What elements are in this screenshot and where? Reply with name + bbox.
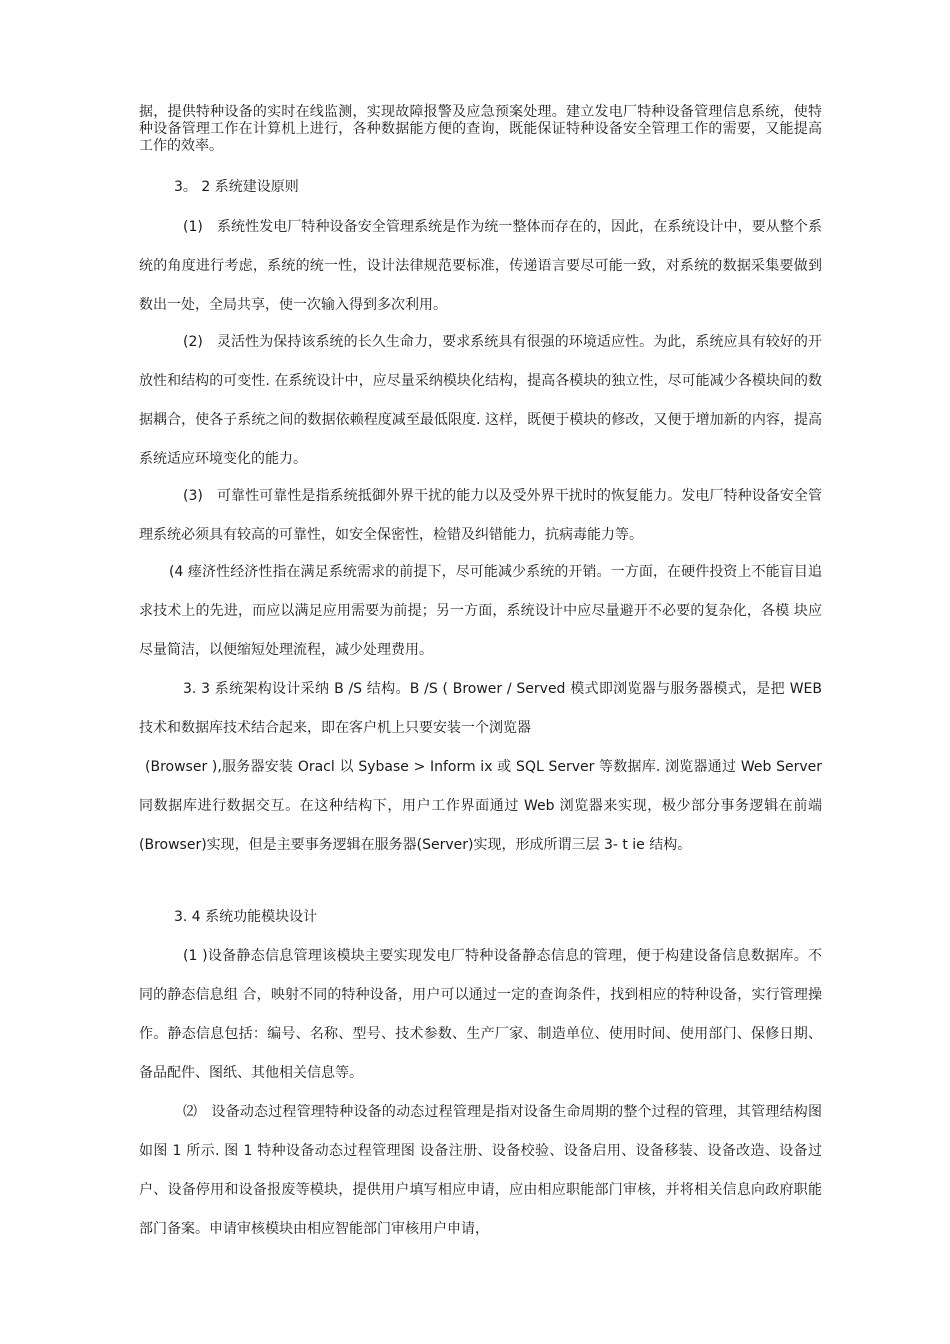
heading-3-2: 3。 2 系统建设原则 — [174, 179, 299, 195]
paragraph-module-2: ⑵ 设备动态过程管理特种设备的动态过程管理是指对设备生命周期的整个过程的管理，其管理结构图如图 1 所示. 图 1 特种设备动态过程管理图 设备注册、设备校验、设备启用、设备移装、设备改造、设备过户、设备停用和设备报废等模块，提供用户填写相应申请，应由相应职能部门审核，并将相关信息向政府职能部门备案。申请审核模块由相应智能部门审核用户申请， — [139, 1104, 822, 1237]
paragraph-3-3-b: (Browser ),服务器安装 Oracl 以 Sybase > Inform ix 或 SQL Server 等数据库. 浏览器通过 Web Server 同数据库进行数据交互。在这种结构下，用户工作界面通过 Web 浏览器来实现，极少部分事务逻辑在前端(Browser)实现，但是主要事务逻辑在服务器(Server)实现，形成所谓三层 3- t ie 结构。 — [139, 759, 822, 853]
heading-3-4: 3. 4 系统功能模块设计 — [174, 909, 318, 925]
paragraph-principle-1: (1) 系统性发电厂特种设备安全管理系统是作为统一整体而存在的，因此，在系统设计中，要从整个系统的角度进行考虑，系统的统一性，设计法律规范要标准，传递语言要尽可能一致，对系统的数据采集要做到数出一处，全局共享，使一次输入得到多次利用。 — [139, 219, 822, 313]
paragraph-module-1: (1 )设备静态信息管理该模块主要实现发电厂特种设备静态信息的管理，便于构建设备信息数据库。不同的静态信息组 合，映射不同的特种设备，用户可以通过一定的查询条件，找到相应的特种设备，实行管理操作。静态信息包括：编号、名称、型号、技术参数、生产厂家、制造单位、使用时间、使用部门、保修日期、备品配件、图纸、其他相关信息等。 — [139, 948, 822, 1081]
paragraph-3-3-a: 3. 3 系统架构设计采纳 B /S 结构。B /S ( Brower / Served 模式即浏览器与服务器模式，是把 WEB 技术和数据库技术结合起来，即在客户机上只要安装一个浏览器 — [139, 681, 822, 736]
paragraph-principle-3: (3) 可靠性可靠性是指系统抵御外界干扰的能力以及受外界干扰时的恢复能力。发电厂特种设备安全管理系统必须具有较高的可靠性，如安全保密性，检错及纠错能力，抗病毒能力等。 — [139, 488, 822, 543]
paragraph-intro: 据，提供特种设备的实时在线监测，实现故障报警及应急预案处理。建立发电厂特种设备管理信息系统，使特种设备管理工作在计算机上进行，各种数据能方便的查询，既能保证特种设备安全管理工作的需要，又能提高工作的效率。 — [139, 104, 822, 154]
paragraph-principle-4: (4 瘗济性经济性指在满足系统需求的前提下，尽可能减少系统的开销。一方面，在硬件投资上不能盲目追求技术上的先进，而应以满足应用需要为前提；另一方面，系统设计中应尽量避开不必要的复杂化，各模 块应尽量简洁，以便缩短处理流程，减少处理费用。 — [139, 564, 822, 658]
paragraph-principle-2: (2) 灵活性为保持该系统的长久生命力，要求系统具有很强的环境适应性。为此，系统应具有较好的开放性和结构的可变性. 在系统设计中，应尽量采纳模块化结构，提高各模块的独立性，尽可能减少各模块间的数据耦合，使各子系统之间的数据依赖程度减至最低限度. 这样，既便于模块的修改，又便于增加新的内容，提高系统适应环境变化的能力。 — [139, 334, 822, 467]
